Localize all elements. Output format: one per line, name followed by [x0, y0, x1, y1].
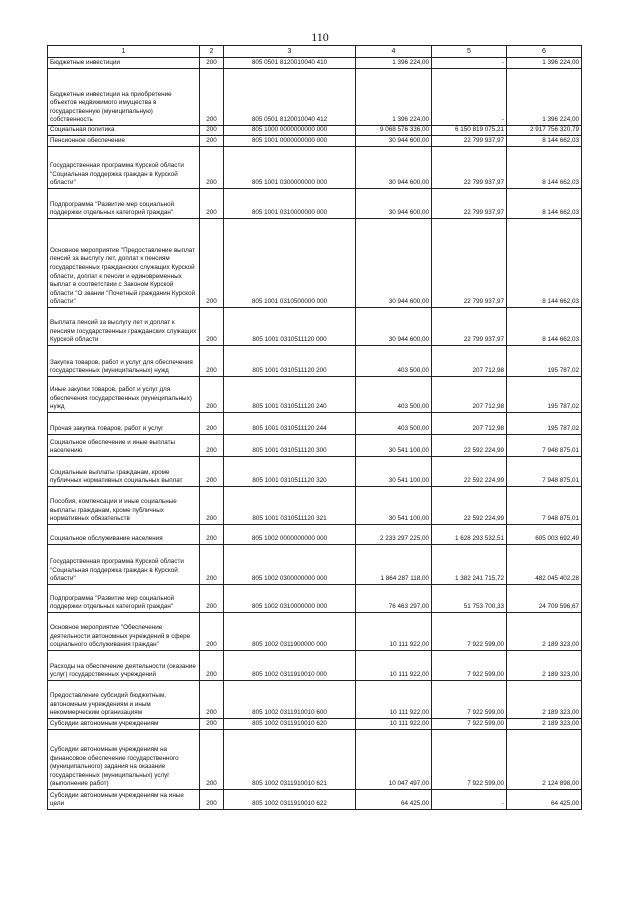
table-row	[48, 413, 582, 435]
row-name-cell: Субсидии автономным учреждениям на финансовое обеспечение государственного (муниципального) задания на оказание государственных (муниципальных) услуг (выполнение работ)	[48, 730, 200, 790]
row-executed-amount-cell: -	[432, 69, 507, 126]
table-row	[48, 189, 582, 219]
row-name-cell: Социальная политика	[48, 126, 200, 136]
row-name-cell: Прочая закупка товаров, работ и услуг	[48, 413, 200, 435]
row-name-cell: Основное мероприятие "Предоставление выплат пенсий за выслугу лет, доплат к пенсиям государственных гражданских служащих Курской области, доплат к пенсии и единовременных выплат в соответствии с Законом Курской области "О звании "Почетный гражданин Курской области"	[48, 219, 200, 308]
row-admin-code-cell: 200	[200, 487, 224, 525]
row-unexecuted-amount-cell: 7 948 875,01	[507, 487, 582, 525]
row-approved-amount-cell: 403 500,00	[356, 346, 432, 377]
row-approved-amount-cell: 30 944 600,00	[356, 308, 432, 346]
row-unexecuted-amount-cell: 24 709 596,67	[507, 585, 582, 613]
row-executed-amount-cell: 22 592 224,99	[432, 457, 507, 487]
row-name-cell: Основное мероприятие "Обеспечение деятельности автономных учреждений в сфере социального обслуживания граждан"	[48, 613, 200, 651]
row-unexecuted-amount-cell: 8 144 662,03	[507, 189, 582, 219]
row-executed-amount-cell: 7 922 599,00	[432, 719, 507, 730]
row-classification-code-cell: 805 1001 0310511120 320	[224, 457, 356, 487]
table-row	[48, 525, 582, 545]
row-name-cell: Социальное обеспечение и иные выплаты населению	[48, 435, 200, 457]
row-classification-code-cell: 805 0501 8120010040 412	[224, 69, 356, 126]
row-executed-amount-cell: 7 922 599,00	[432, 651, 507, 681]
row-unexecuted-amount-cell: 8 144 662,03	[507, 136, 582, 147]
table-row	[48, 681, 582, 719]
row-admin-code-cell: 200	[200, 58, 224, 69]
row-admin-code-cell: 200	[200, 730, 224, 790]
row-approved-amount-cell: 76 463 297,00	[356, 585, 432, 613]
table-row	[48, 136, 582, 147]
table-row	[48, 308, 582, 346]
row-approved-amount-cell: 10 111 922,00	[356, 681, 432, 719]
row-name-cell: Бюджетные инвестиции на приобретение объектов недвижимого имущества в государственную (муниципальную) собственность	[48, 69, 200, 126]
row-admin-code-cell: 200	[200, 69, 224, 126]
row-executed-amount-cell: 22 592 224,99	[432, 487, 507, 525]
row-classification-code-cell: 805 1002 0311910010 000	[224, 651, 356, 681]
row-name-cell: Социальные выплаты гражданам, кроме публичных нормативных социальных выплат	[48, 457, 200, 487]
table-row	[48, 487, 582, 525]
row-name-cell: Расходы на обеспечение деятельности (оказание услуг) государственных учреждений	[48, 651, 200, 681]
table-body	[48, 58, 582, 810]
row-executed-amount-cell: 22 799 937,97	[432, 136, 507, 147]
row-executed-amount-cell: -	[432, 790, 507, 810]
row-admin-code-cell: 200	[200, 147, 224, 189]
row-admin-code-cell: 200	[200, 790, 224, 810]
table-row	[48, 126, 582, 136]
row-unexecuted-amount-cell: 8 144 662,03	[507, 147, 582, 189]
table-header-row	[48, 46, 582, 58]
table-row	[48, 585, 582, 613]
row-classification-code-cell: 805 1001 0310000000 000	[224, 189, 356, 219]
row-unexecuted-amount-cell: 2 189 323,00	[507, 681, 582, 719]
row-unexecuted-amount-cell: 605 003 692,49	[507, 525, 582, 545]
row-approved-amount-cell: 2 233 297 225,00	[356, 525, 432, 545]
row-name-cell: Пособия, компенсации и иные социальные выплаты гражданам, кроме публичных нормативных обязательств	[48, 487, 200, 525]
page-number: 110	[311, 30, 329, 44]
row-executed-amount-cell: 22 799 937,97	[432, 219, 507, 308]
row-admin-code-cell: 200	[200, 189, 224, 219]
row-classification-code-cell: 805 1001 0310511120 321	[224, 487, 356, 525]
row-unexecuted-amount-cell: 8 144 662,03	[507, 308, 582, 346]
row-approved-amount-cell: 10 047 497,00	[356, 730, 432, 790]
row-approved-amount-cell: 30 944 600,00	[356, 219, 432, 308]
row-approved-amount-cell: 1 396 224,00	[356, 58, 432, 69]
row-admin-code-cell: 200	[200, 126, 224, 136]
row-admin-code-cell: 200	[200, 681, 224, 719]
row-executed-amount-cell: 51 753 700,33	[432, 585, 507, 613]
row-executed-amount-cell: 1 628 293 532,51	[432, 525, 507, 545]
row-name-cell: Субсидии автономным учреждениям на иные цели	[48, 790, 200, 810]
row-approved-amount-cell: 30 944 600,00	[356, 189, 432, 219]
row-executed-amount-cell: 22 799 937,97	[432, 308, 507, 346]
row-admin-code-cell: 200	[200, 613, 224, 651]
row-executed-amount-cell: 6 150 819 075,21	[432, 126, 507, 136]
row-unexecuted-amount-cell: 2 189 323,00	[507, 613, 582, 651]
row-classification-code-cell: 805 1002 0311910010 620	[224, 719, 356, 730]
row-executed-amount-cell: 7 922 599,00	[432, 613, 507, 651]
row-name-cell: Подпрограмма "Развитие мер социальной поддержки отдельных категорий граждан"	[48, 189, 200, 219]
row-unexecuted-amount-cell: 1 396 224,00	[507, 58, 582, 69]
row-admin-code-cell: 200	[200, 136, 224, 147]
row-name-cell: Бюджетные инвестиции	[48, 58, 200, 69]
row-name-cell: Закупка товаров, работ и услуг для обеспечения государственных (муниципальных) нужд	[48, 346, 200, 377]
row-classification-code-cell: 805 1000 0000000000 000	[224, 126, 356, 136]
table-row	[48, 457, 582, 487]
row-approved-amount-cell: 10 111 922,00	[356, 719, 432, 730]
table-row	[48, 651, 582, 681]
row-name-cell: Подпрограмма "Развитие мер социальной поддержки отдельных категорий граждан"	[48, 585, 200, 613]
table-row	[48, 435, 582, 457]
row-classification-code-cell: 805 1001 0000000000 000	[224, 136, 356, 147]
row-executed-amount-cell: 22 592 224,99	[432, 435, 507, 457]
column-header-admin-code: 2	[200, 46, 224, 58]
row-admin-code-cell: 200	[200, 346, 224, 377]
row-classification-code-cell: 805 0501 8120010040 410	[224, 58, 356, 69]
row-classification-code-cell: 805 1001 0310511120 000	[224, 308, 356, 346]
row-classification-code-cell: 805 1002 0000000000 000	[224, 525, 356, 545]
row-executed-amount-cell: 1 382 241 715,72	[432, 545, 507, 585]
row-approved-amount-cell: 30 541 100,00	[356, 435, 432, 457]
table-row	[48, 719, 582, 730]
row-name-cell: Пенсионное обеспечение	[48, 136, 200, 147]
row-executed-amount-cell: 7 922 599,00	[432, 730, 507, 790]
row-classification-code-cell: 805 1002 0311900000 000	[224, 613, 356, 651]
row-classification-code-cell: 805 1002 0311910010 622	[224, 790, 356, 810]
row-admin-code-cell: 200	[200, 525, 224, 545]
budget-table	[47, 45, 582, 810]
row-executed-amount-cell: 22 799 937,97	[432, 189, 507, 219]
row-approved-amount-cell: 30 944 600,00	[356, 136, 432, 147]
row-approved-amount-cell: 30 541 100,00	[356, 487, 432, 525]
table-row	[48, 790, 582, 810]
row-classification-code-cell: 805 1002 0311910010 600	[224, 681, 356, 719]
row-executed-amount-cell: -	[432, 58, 507, 69]
table-row	[48, 58, 582, 69]
table-row	[48, 69, 582, 126]
row-admin-code-cell: 200	[200, 545, 224, 585]
row-unexecuted-amount-cell: 2 917 756 320,79	[507, 126, 582, 136]
row-unexecuted-amount-cell: 2 189 323,00	[507, 719, 582, 730]
row-unexecuted-amount-cell: 2 124 898,00	[507, 730, 582, 790]
row-name-cell: Субсидии автономным учреждениям	[48, 719, 200, 730]
row-admin-code-cell: 200	[200, 719, 224, 730]
row-admin-code-cell: 200	[200, 585, 224, 613]
row-executed-amount-cell: 22 799 937,97	[432, 147, 507, 189]
row-classification-code-cell: 805 1001 0310511120 200	[224, 346, 356, 377]
row-approved-amount-cell: 403 500,00	[356, 413, 432, 435]
row-approved-amount-cell: 10 111 922,00	[356, 651, 432, 681]
table-row	[48, 613, 582, 651]
row-admin-code-cell: 200	[200, 377, 224, 413]
row-unexecuted-amount-cell: 64 425,00	[507, 790, 582, 810]
row-approved-amount-cell: 1 864 287 118,00	[356, 545, 432, 585]
row-unexecuted-amount-cell: 1 396 224,00	[507, 69, 582, 126]
column-header-unexecuted: 6	[507, 46, 582, 58]
row-executed-amount-cell: 207 712,98	[432, 377, 507, 413]
row-classification-code-cell: 805 1002 0310000000 000	[224, 585, 356, 613]
row-unexecuted-amount-cell: 195 787,02	[507, 377, 582, 413]
row-classification-code-cell: 805 1001 0310511120 244	[224, 413, 356, 435]
column-header-name: 1	[48, 46, 200, 58]
row-unexecuted-amount-cell: 195 787,02	[507, 413, 582, 435]
table-row	[48, 730, 582, 790]
row-unexecuted-amount-cell: 195 787,02	[507, 346, 582, 377]
row-approved-amount-cell: 64 425,00	[356, 790, 432, 810]
row-admin-code-cell: 200	[200, 435, 224, 457]
row-classification-code-cell: 805 1002 0311910010 621	[224, 730, 356, 790]
table-row	[48, 219, 582, 308]
table-row	[48, 147, 582, 189]
row-name-cell: Социальное обслуживание населения	[48, 525, 200, 545]
row-classification-code-cell: 805 1001 0310511120 300	[224, 435, 356, 457]
row-approved-amount-cell: 403 500,00	[356, 377, 432, 413]
row-name-cell: Выплата пенсий за выслугу лет и доплат к пенсиям государственных гражданских служащих Курской области	[48, 308, 200, 346]
row-classification-code-cell: 805 1001 0300000000 000	[224, 147, 356, 189]
row-classification-code-cell: 805 1002 0300000000 000	[224, 545, 356, 585]
row-classification-code-cell: 805 1001 0310511120 240	[224, 377, 356, 413]
table-row	[48, 377, 582, 413]
row-unexecuted-amount-cell: 482 045 402,28	[507, 545, 582, 585]
row-approved-amount-cell: 9 068 576 336,00	[356, 126, 432, 136]
row-executed-amount-cell: 207 712,98	[432, 413, 507, 435]
column-header-executed: 5	[432, 46, 507, 58]
row-classification-code-cell: 805 1001 0310500000 000	[224, 219, 356, 308]
table-row	[48, 545, 582, 585]
row-admin-code-cell: 200	[200, 413, 224, 435]
row-unexecuted-amount-cell: 8 144 662,03	[507, 219, 582, 308]
row-approved-amount-cell: 30 541 100,00	[356, 457, 432, 487]
row-approved-amount-cell: 10 111 922,00	[356, 613, 432, 651]
row-admin-code-cell: 200	[200, 308, 224, 346]
table-row	[48, 346, 582, 377]
row-unexecuted-amount-cell: 7 948 875,01	[507, 435, 582, 457]
row-unexecuted-amount-cell: 2 189 323,00	[507, 651, 582, 681]
row-name-cell: Предоставление субсидий бюджетным, автономным учреждениям и иным некоммерческим организациям	[48, 681, 200, 719]
row-name-cell: Государственная программа Курской области "Социальная поддержка граждан в Курской области"	[48, 147, 200, 189]
row-admin-code-cell: 200	[200, 651, 224, 681]
column-header-approved: 4	[356, 46, 432, 58]
row-admin-code-cell: 200	[200, 219, 224, 308]
row-name-cell: Государственная программа Курской области "Социальная поддержка граждан в Курской области"	[48, 545, 200, 585]
row-approved-amount-cell: 1 396 224,00	[356, 69, 432, 126]
row-approved-amount-cell: 30 944 600,00	[356, 147, 432, 189]
row-executed-amount-cell: 207 712,98	[432, 346, 507, 377]
row-executed-amount-cell: 7 922 599,00	[432, 681, 507, 719]
row-name-cell: Иные закупки товаров, работ и услуг для обеспечения государственных (муниципальных) нужд	[48, 377, 200, 413]
column-header-classification-code: 3	[224, 46, 356, 58]
row-admin-code-cell: 200	[200, 457, 224, 487]
row-unexecuted-amount-cell: 7 948 875,01	[507, 457, 582, 487]
